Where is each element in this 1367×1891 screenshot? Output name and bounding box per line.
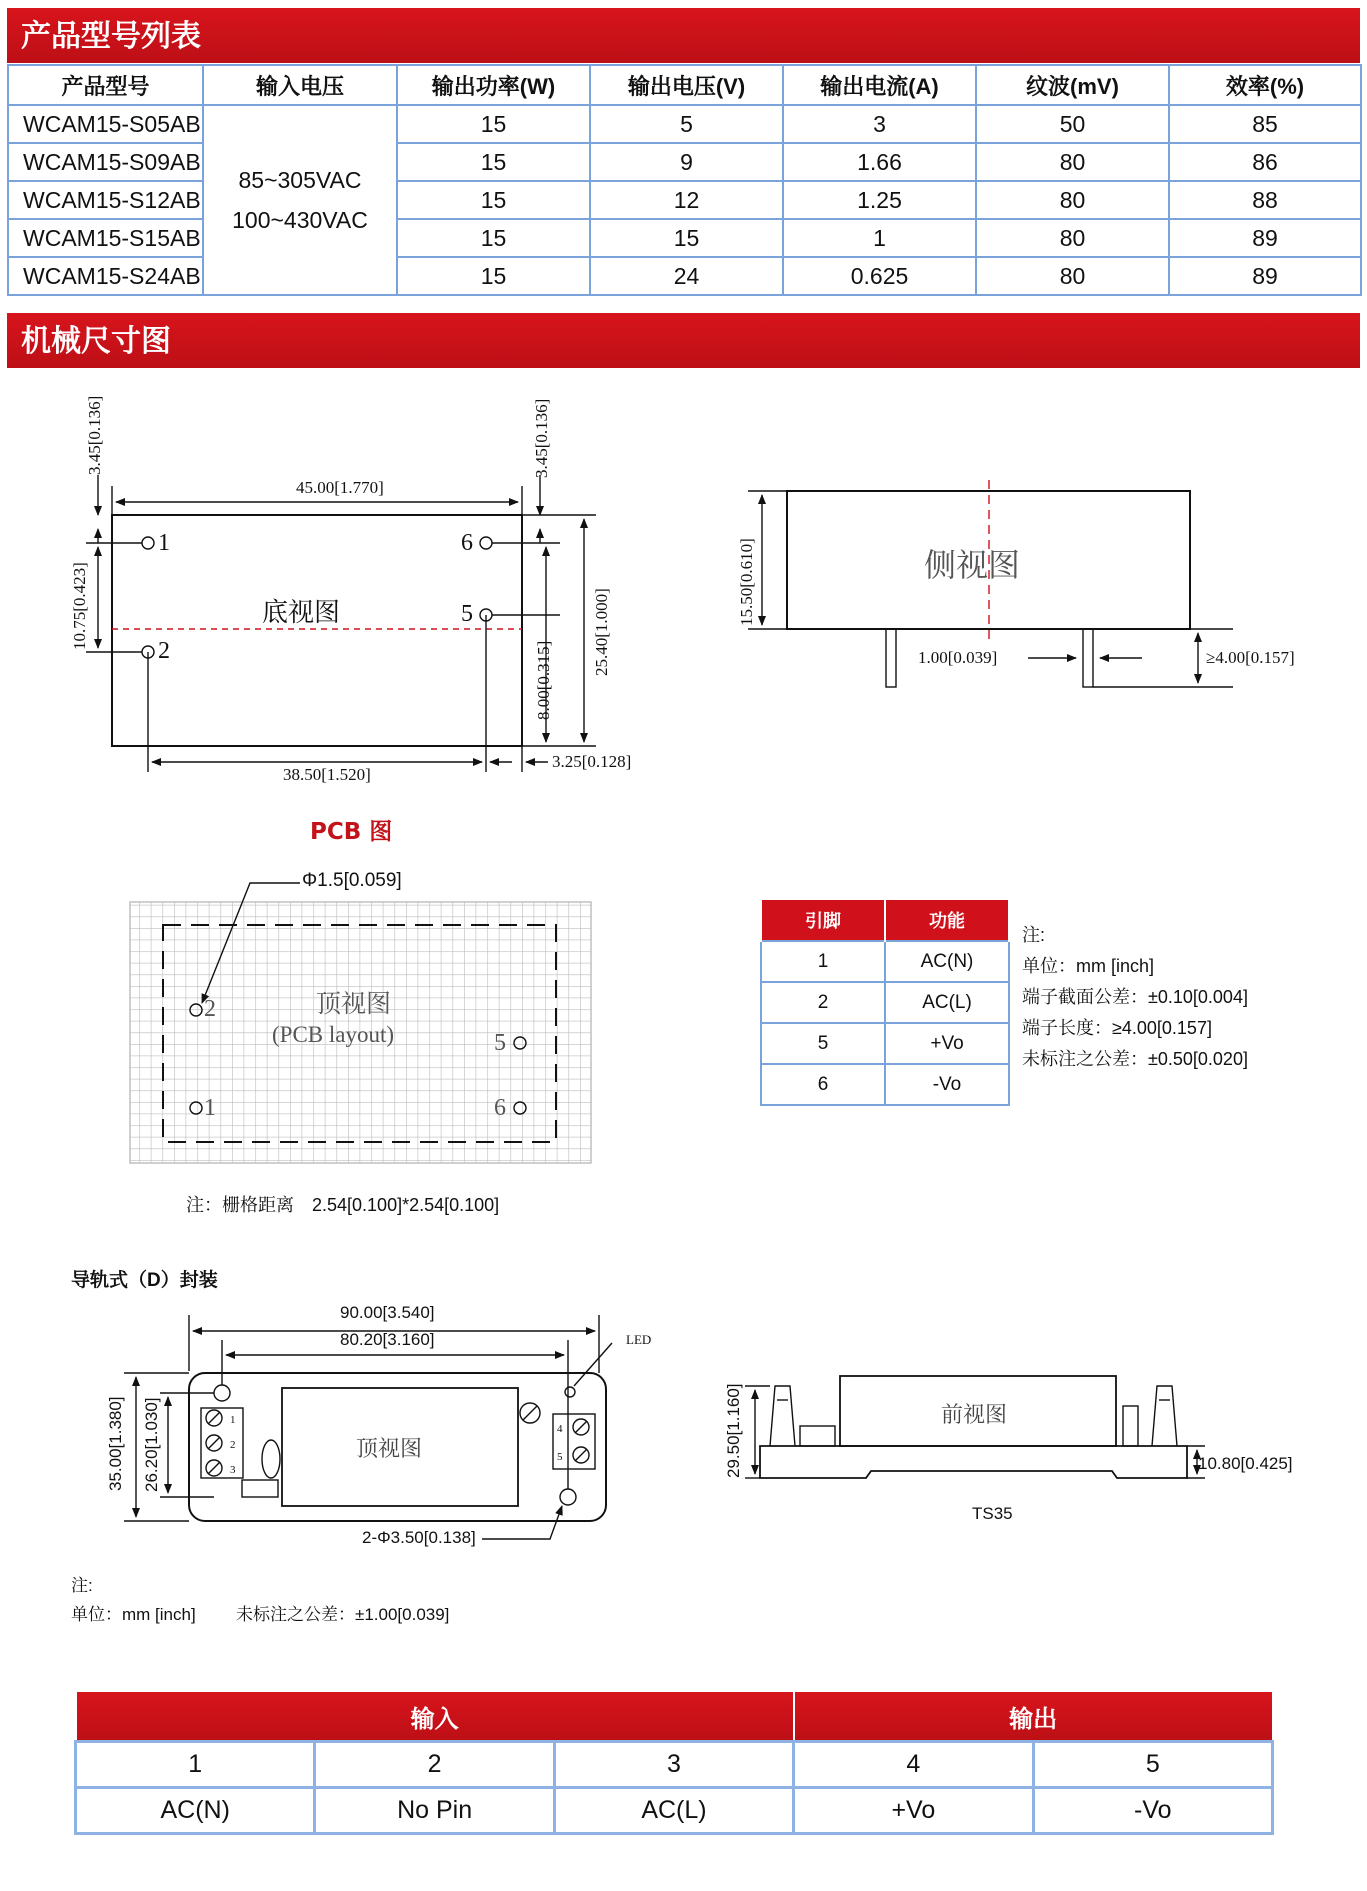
- voltage-cell: 15: [590, 219, 783, 257]
- dim-pin-dia: 1.00[0.039]: [918, 648, 998, 667]
- dim-pin-span: 38.50[1.520]: [283, 765, 371, 784]
- function-cell: AC(N): [885, 941, 1009, 982]
- model-cell: WCAM15-S09AB: [8, 143, 203, 181]
- col-output-current: 输出电流(A): [783, 65, 976, 105]
- io-pin-number: 2: [315, 1742, 554, 1788]
- efficiency-cell: 89: [1169, 257, 1361, 295]
- din-note-tolerance: 未标注之公差：±1.00[0.039]: [236, 1605, 450, 1624]
- dim-right-margin: 3.25[0.128]: [552, 752, 632, 771]
- efficiency-cell: 85: [1169, 105, 1361, 143]
- function-cell: +Vo: [885, 1023, 1009, 1064]
- function-cell: -Vo: [885, 1064, 1009, 1105]
- ripple-cell: 80: [976, 219, 1169, 257]
- note-line: 未标注之公差：±0.50[0.020]: [1022, 1049, 1248, 1069]
- current-cell: 3: [783, 105, 976, 143]
- terminal-number: 5: [557, 1451, 563, 1463]
- pin-cell: 5: [761, 1023, 885, 1064]
- pin-function-table: [760, 898, 1010, 1106]
- table-row: [761, 941, 1009, 982]
- bottom-view-title: 底视图: [262, 598, 341, 627]
- dim-top-right: 3.45[0.136]: [532, 398, 551, 478]
- note-line: 端子长度：≥4.00[0.157]: [1022, 1018, 1212, 1038]
- pin-cell: 1: [761, 941, 885, 982]
- power-cell: 15: [397, 219, 590, 257]
- dim-left-pitch: 10.75[0.423]: [70, 562, 89, 650]
- dim-din-holes: 2-Φ3.50[0.138]: [362, 1528, 476, 1547]
- pin-label-6: 6: [461, 530, 473, 556]
- terminal-number: 3: [230, 1464, 236, 1476]
- din-rail-label: TS35: [972, 1504, 1013, 1523]
- table-row: [76, 1742, 1273, 1788]
- function-col-header: 功能: [885, 899, 1009, 941]
- note-line: 注:: [1022, 925, 1046, 945]
- pcb-pin-label-6: 6: [494, 1095, 506, 1121]
- pcb-hole-dim: Φ1.5[0.059]: [302, 870, 402, 891]
- power-cell: 15: [397, 181, 590, 219]
- model-cell: WCAM15-S05AB: [8, 105, 203, 143]
- function-cell: AC(L): [885, 982, 1009, 1023]
- voltage-cell: 9: [590, 143, 783, 181]
- pin-cell: 6: [761, 1064, 885, 1105]
- current-cell: 1: [783, 219, 976, 257]
- input-group-header: 输入: [76, 1692, 794, 1742]
- voltage-cell: 5: [590, 105, 783, 143]
- din-left-terminal-numbers: [230, 1408, 236, 1483]
- pin-label-5: 5: [461, 601, 473, 627]
- din-led-label: LED: [626, 1332, 652, 1347]
- table-row: [761, 982, 1009, 1023]
- din-right-terminal-numbers: [557, 1415, 563, 1471]
- model-cell: WCAM15-S24AB: [8, 257, 203, 295]
- pin-1-hole: [142, 537, 154, 549]
- voltage-cell: 24: [590, 257, 783, 295]
- io-pin-number: 4: [794, 1742, 1033, 1788]
- table-row: [76, 1788, 1273, 1834]
- pcb-pin-label-2: 2: [204, 996, 216, 1022]
- io-pin-table: [74, 1692, 1274, 1835]
- din-top-view-title: 顶视图: [356, 1436, 423, 1461]
- io-pin-number: 5: [1033, 1742, 1272, 1788]
- notes-block: [1022, 920, 1248, 1075]
- io-pin-number: 1: [76, 1742, 315, 1788]
- io-pin-function: -Vo: [1033, 1788, 1272, 1834]
- col-output-voltage: 输出电压(V): [590, 65, 783, 105]
- current-cell: 0.625: [783, 257, 976, 295]
- ripple-cell: 50: [976, 105, 1169, 143]
- table-row: [761, 1064, 1009, 1105]
- side-view-pin: [886, 629, 896, 687]
- terminal-number: 1: [230, 1414, 236, 1426]
- pcb-top-view-title: 顶视图: [316, 991, 392, 1018]
- io-pin-function: +Vo: [794, 1788, 1033, 1834]
- terminal-number: 2: [230, 1439, 236, 1451]
- power-cell: 15: [397, 105, 590, 143]
- pcb-pin-label-5: 5: [494, 1030, 506, 1056]
- dim-din-height-inner: 26.20[1.030]: [142, 1397, 161, 1492]
- dim-side-height: 15.50[0.610]: [737, 538, 756, 626]
- output-group-header: 输出: [794, 1692, 1273, 1742]
- io-pin-function: AC(N): [76, 1788, 315, 1834]
- pcb-pin-label-1: 1: [204, 1095, 216, 1121]
- section-title-model-list: 产品型号列表: [7, 8, 1360, 63]
- dim-right-pitch: 8.00[0.315]: [534, 640, 553, 720]
- io-pin-number: 3: [554, 1742, 793, 1788]
- model-cell: WCAM15-S15AB: [8, 219, 203, 257]
- pcb-grid-note: 注：栅格距离 2.54[0.100]*2.54[0.100]: [186, 1195, 500, 1215]
- efficiency-cell: 86: [1169, 143, 1361, 181]
- ripple-cell: 80: [976, 181, 1169, 219]
- din-title: 导轨式（D）封装: [71, 1270, 218, 1291]
- note-line: 端子截面公差：±0.10[0.004]: [1022, 987, 1248, 1007]
- col-efficiency: 效率(%): [1169, 65, 1361, 105]
- din-note-title: 注:: [71, 1576, 93, 1595]
- note-line: 单位：mm [inch]: [1022, 956, 1155, 976]
- side-view-title: 侧视图: [924, 547, 1021, 583]
- dim-pin-len: ≥4.00[0.157]: [1206, 648, 1295, 667]
- dim-height: 25.40[1.000]: [592, 588, 611, 676]
- section-title-mechanical: 机械尺寸图: [7, 313, 1360, 368]
- power-cell: 15: [397, 257, 590, 295]
- ripple-cell: 80: [976, 143, 1169, 181]
- din-front-base: [760, 1446, 1187, 1478]
- dim-width: 45.00[1.770]: [296, 478, 384, 497]
- dim-din-rail-height: 10.80[0.425]: [1198, 1454, 1293, 1473]
- io-group-header: [76, 1692, 1273, 1742]
- pin-cell: 2: [761, 982, 885, 1023]
- side-view-pin: [1083, 629, 1093, 687]
- col-model: 产品型号: [8, 65, 203, 105]
- model-cell: WCAM15-S12AB: [8, 181, 203, 219]
- col-ripple: 纹波(mV): [976, 65, 1169, 105]
- io-pin-function: AC(L): [554, 1788, 793, 1834]
- input-voltage-2: 100~430VAC: [232, 207, 368, 233]
- din-note-unit: 单位：mm [inch]: [71, 1605, 196, 1624]
- io-pin-function: No Pin: [315, 1788, 554, 1834]
- pin-label-2: 2: [158, 638, 170, 664]
- table-row: [761, 1023, 1009, 1064]
- din-front-view-title: 前视图: [941, 1402, 1008, 1427]
- current-cell: 1.66: [783, 143, 976, 181]
- pin-6-hole: [480, 537, 492, 549]
- dim-top-left: 3.45[0.136]: [85, 395, 104, 475]
- dim-din-width-outer: 90.00[3.540]: [340, 1303, 435, 1322]
- power-cell: 15: [397, 143, 590, 181]
- voltage-cell: 12: [590, 181, 783, 219]
- pin-col-header: 引脚: [761, 899, 885, 941]
- terminal-number: 4: [557, 1423, 563, 1435]
- ripple-cell: 80: [976, 257, 1169, 295]
- dim-din-width-inner: 80.20[3.160]: [340, 1330, 435, 1349]
- pin-label-1: 1: [158, 530, 170, 556]
- efficiency-cell: 88: [1169, 181, 1361, 219]
- input-voltage-1: 85~305VAC: [238, 167, 362, 193]
- efficiency-cell: 89: [1169, 219, 1361, 257]
- current-cell: 1.25: [783, 181, 976, 219]
- col-output-power: 输出功率(W): [397, 65, 590, 105]
- pcb-layout-label: (PCB layout): [272, 1022, 395, 1047]
- dim-din-front-height: 29.50[1.160]: [724, 1383, 743, 1478]
- col-input-voltage: 输入电压: [203, 65, 397, 105]
- pcb-title: PCB 图: [310, 819, 393, 845]
- dim-din-height-outer: 35.00[1.380]: [106, 1396, 125, 1491]
